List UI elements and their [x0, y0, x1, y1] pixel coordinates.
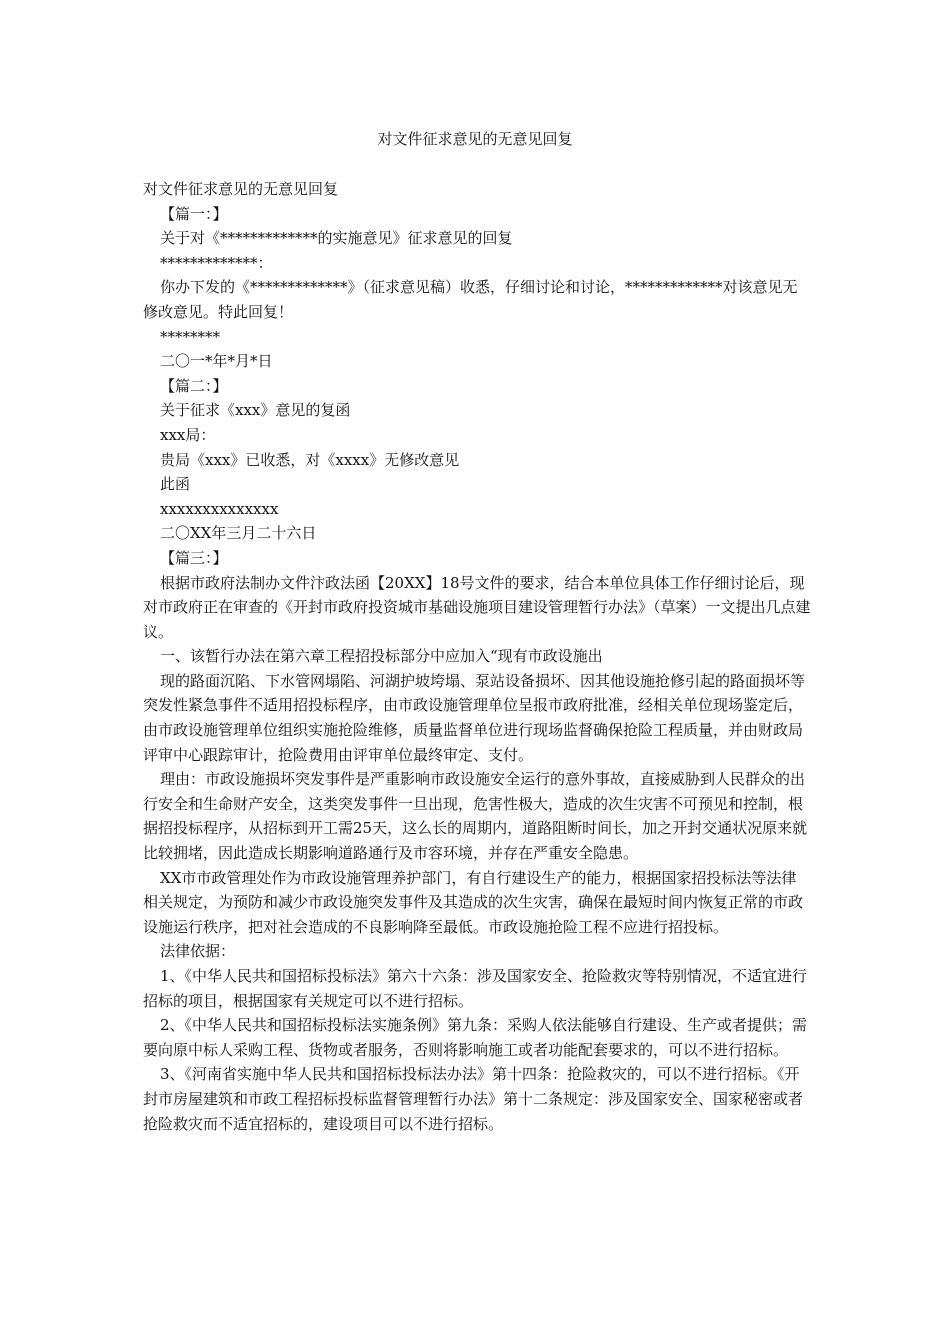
paragraph-capability: XX市市政管理处作为市政设施管理养护部门，有自行建设生产的能力，根据国家招投标法等法律相关规定，为预防和减少市政设施突发事件及其造成的次生灾害，确保在最短时间内恢复正常的市政设施运行秩序，把对社会造成的不良影响降至最低。市政设施抢险工程不应进行招投标。 [143, 868, 804, 936]
legal-basis-item-1: 1、《中华人民共和国招标投标法》第六十六条：涉及国家安全、抢险救灾等特别情况，不适宜进行招标的项目，根据国家有关规定可以不进行招标。 [143, 967, 808, 1010]
subtitle: 对文件征求意见的无意见回复 [143, 180, 339, 198]
signature-2: xxxxxxxxxxxxxx [160, 499, 279, 518]
reply-title-2: 关于征求《xxx》意见的复函 [160, 401, 351, 420]
paragraph-suggestion-1: 一、该暂行办法在第六章工程招投标部分中应加入“现有市政设施出 [160, 647, 603, 666]
page-title: 对文件征求意见的无意见回复 [377, 130, 573, 148]
paragraph-reply-1: 你办下发的《*************》（征求意见稿）收悉，仔细讨论和讨论，*************对该意见无修改意见。特此回复！ [143, 278, 798, 321]
section-heading-3: 【篇三：】 [160, 548, 228, 567]
paragraph-reason: 理由：市政设施损坏突发事件是严重影响市政设施安全运行的意外事故，直接威胁到人民群众的出行安全和生命财产安全，这类突发事件一旦出现，危害性极大，造成的次生灾害不可预见和控制，根据招投标程序，从招标到开工需25天，这么长的周期内，道路阻断时间长，加之开封交通状况原来就比较拥堵，因此造成长期影响道路通行及市容环境，并存在严重安全隐患。 [143, 770, 808, 863]
addressee-1: *************： [160, 253, 273, 272]
section-heading-1: 【篇一：】 [160, 204, 228, 223]
date-1: 二〇一*年*月*日 [160, 352, 273, 371]
paragraph-reply-2: 贵局《xxx》已收悉，对《xxxx》无修改意见 [160, 450, 460, 469]
legal-basis-item-2: 2、《中华人民共和国招标投标法实施条例》第九条：采购人依法能够自行建设、生产或者提供；需要向原中标人采购工程、货物或者服务，否则将影响施工或者功能配套要求的，可以不进行招标。 [143, 1016, 808, 1059]
section-heading-2: 【篇二：】 [160, 376, 228, 395]
paragraph-suggestion-detail: 现的路面沉陷、下水管网塌陷、河湖护坡垮塌、泵站设备损坏、因其他设施抢修引起的路面损坏等突发性紧急事件不适用招投标程序，由市政设施管理单位呈报市政府批准，经相关单位现场鉴定后，由市政设施管理单位组织实施抢险维修，质量监督单位进行现场监督确保抢险工程质量，并由财政局评审中心跟踪审计，抢险费用由评审单位最终审定、支付。 [143, 671, 806, 764]
reply-title-1: 关于对《*************的实施意见》征求意见的回复 [160, 229, 513, 248]
date-2: 二〇XX年三月二十六日 [160, 524, 317, 543]
legal-basis-item-3: 3、《河南省实施中华人民共和国招标投标法办法》第十四条：抢险救灾的，可以不进行招标。《开封市房屋建筑和市政工程招标投标监督管理暂行办法》第十二条规定：涉及国家安全、国家秘密或者抢险救灾而不适宜招标的，建设项目可以不进行招标。 [143, 1065, 804, 1133]
paragraph-intro-3: 根据市政府法制办文件汴政法函【20XX】18号文件的要求，结合本单位具体工作仔细讨论后，现对市政府正在审查的《开封市政府投资城市基础设施项目建设管理暂行办法》（草案）一文提出几点建议。 [143, 573, 811, 641]
signature-1: ******** [160, 327, 220, 346]
closing-2: 此函 [160, 475, 191, 494]
document-body [143, 177, 811, 1136]
legal-basis-heading: 法律依据： [160, 942, 236, 961]
addressee-2: xxx局： [160, 425, 216, 444]
